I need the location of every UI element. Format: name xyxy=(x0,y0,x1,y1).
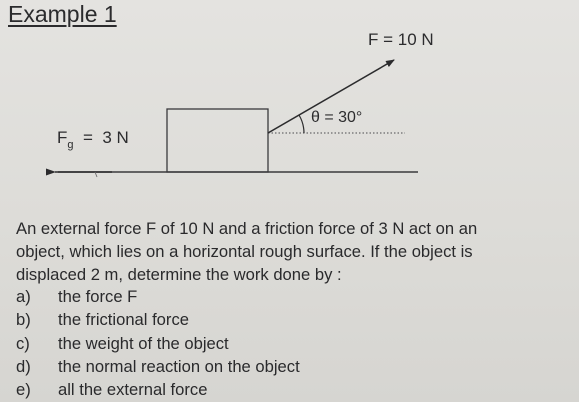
problem-line: displaced 2 m, determine the work done by : xyxy=(16,265,342,284)
question-item xyxy=(16,332,300,355)
problem-line: An external force F of 10 N and a friction force of 3 N act on an xyxy=(16,219,478,238)
question-text: all the external force xyxy=(58,380,208,400)
question-letter: d) xyxy=(16,356,31,376)
object-block xyxy=(167,109,268,172)
question-item xyxy=(16,355,300,378)
question-item xyxy=(16,378,300,401)
question-text: the normal reaction on the object xyxy=(58,356,300,376)
question-list xyxy=(16,285,300,401)
question-letter: e) xyxy=(16,380,31,400)
angle-arc xyxy=(299,115,304,133)
applied-force-label: F = 10 N xyxy=(368,30,434,49)
angle-label: θ = 30° xyxy=(311,109,363,126)
question-letter: b) xyxy=(16,310,31,330)
friction-force-label xyxy=(57,128,129,155)
question-letter: a) xyxy=(16,287,31,306)
friction-subscript: g xyxy=(67,139,74,151)
question-letter: c) xyxy=(16,333,30,353)
force-diagram xyxy=(0,0,579,200)
problem-line: object, which lies on a horizontal rough surface. If the object is xyxy=(16,242,473,261)
problem-statement xyxy=(16,217,576,286)
friction-symbol: F xyxy=(57,128,68,147)
example-title: Example 1 xyxy=(8,1,117,27)
question-item xyxy=(16,285,300,308)
question-text: the force F xyxy=(58,287,138,306)
question-text: the weight of the object xyxy=(58,333,229,353)
question-item xyxy=(16,308,300,331)
friction-value: = 3 N xyxy=(73,128,129,147)
question-text: the frictional force xyxy=(58,310,189,330)
